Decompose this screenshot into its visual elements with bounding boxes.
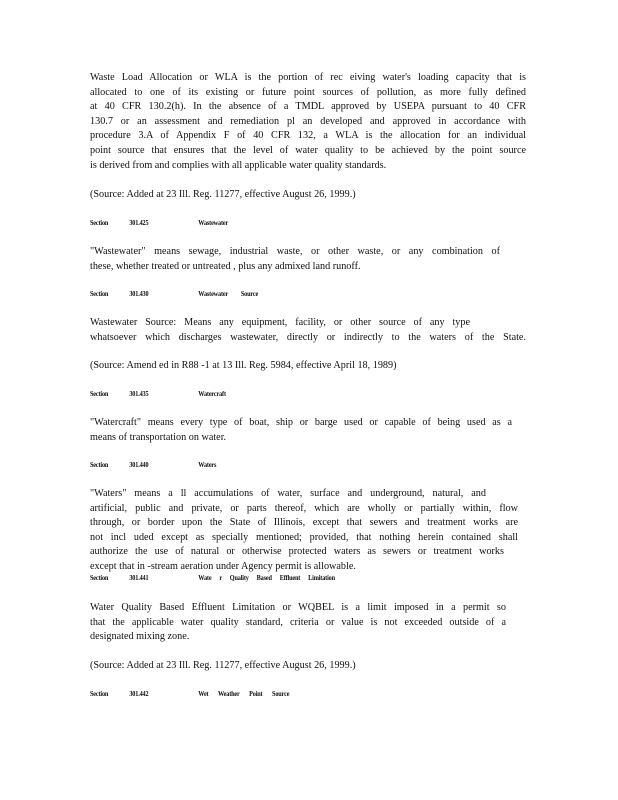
text-line: except that in -stream aeration under Agency permit is allowable. xyxy=(90,560,356,572)
text-line: at 40 CFR 130.2(h). In the absence of a TMDL approved by USEPA pursuant to 40 CFR xyxy=(90,101,526,113)
section-number: 301.425 xyxy=(129,218,149,227)
text-line: Waste Load Allocation or WLA is the portion of rec eiving water's loading capacity that is xyxy=(90,72,526,83)
text-line: authorize the use of natural or otherwise protected waters as sewers or treatment works xyxy=(90,546,504,558)
section-label: Section xyxy=(90,218,109,227)
section-title: Watercraft xyxy=(198,389,226,398)
text-line: "Waters" means a ll accumulations of water, surface and underground, natural, and xyxy=(90,488,486,499)
text-line: is derived from and complies with all applicable water quality standards. xyxy=(90,159,387,171)
definition-wastewater-source xyxy=(90,316,526,345)
text-line: "Watercraft" means every type of boat, ship or barge used or capable of being used as a xyxy=(90,417,512,428)
section-title: Wet Weather Point Source xyxy=(198,689,290,698)
text-line: not incl uded except as specially mentioned; provided, that nothing herein contained shall xyxy=(90,531,518,543)
section-heading xyxy=(90,573,448,585)
section-label: Section xyxy=(90,389,109,398)
text-line: procedure 3.A of Appendix F of 40 CFR 132, a WLA is the allocation for an individual xyxy=(90,130,526,142)
text-line: artificial, public and private, or parts thereof, which are wholly or partially within, flow xyxy=(90,502,518,514)
section-heading xyxy=(90,218,448,230)
section-title: Wate r Quality Based Effluent Limitation xyxy=(198,573,335,582)
text-line: "Wastewater" means sewage, industrial waste, or other waste, or any combination of xyxy=(90,246,500,257)
section-heading xyxy=(90,460,448,472)
text-line: whatsoever which discharges wastewater, directly or indirectly to the waters of the State. xyxy=(90,331,526,343)
source-note: (Source: Added at 23 Ill. Reg. 11277, effective August 26, 1999.) xyxy=(90,189,356,200)
source-note: (Source: Amend ed in R88 -1 at 13 Ill. Reg. 5984, effective April 18, 1989) xyxy=(90,360,397,371)
text-line: Wastewater Source: Means any equipment, facility, or other source of any type xyxy=(90,317,470,328)
definition-watercraft xyxy=(90,416,512,445)
section-number: 301.442 xyxy=(129,689,149,698)
section-heading xyxy=(90,389,448,401)
text-line: 130.7 or an assessment and remediation pl an developed and approved in accordance with xyxy=(90,115,526,127)
section-number: 301.440 xyxy=(129,460,149,469)
section-title: Wastewater Source xyxy=(198,289,259,298)
text-line: through, or border upon the State of Illinois, except that sewers and treatment works are xyxy=(90,517,518,529)
text-line: designated mixing zone. xyxy=(90,631,190,643)
section-heading xyxy=(90,689,448,701)
text-line: Water Quality Based Effluent Limitation or WQBEL is a limit imposed in a permit so xyxy=(90,602,506,613)
section-label: Section xyxy=(90,689,109,698)
text-line: these, whether treated or untreated , plus any admixed land runoff. xyxy=(90,260,361,272)
section-label: Section xyxy=(90,573,109,582)
section-title: Waters xyxy=(198,460,217,469)
source-note: (Source: Added at 23 Ill. Reg. 11277, effective August 26, 1999.) xyxy=(90,660,356,671)
text-line: allocated to one of its existing or future point sources of pollution, as more fully defined xyxy=(90,86,526,98)
definition-wla xyxy=(90,71,526,173)
definition-wastewater xyxy=(90,245,500,274)
definition-waters xyxy=(90,487,518,575)
text-line: that the applicable water quality standard, criteria or value is not exceeded outside of a xyxy=(90,616,506,628)
text-line: point source that ensures that the level of water quality to be achieved by the point source xyxy=(90,144,526,156)
section-number: 301.435 xyxy=(129,389,149,398)
section-label: Section xyxy=(90,460,109,469)
section-number: 301.430 xyxy=(129,289,149,298)
definition-wqbel xyxy=(90,601,506,645)
section-title: Wastewater xyxy=(198,218,229,227)
section-number: 301.441 xyxy=(129,573,149,582)
section-heading xyxy=(90,289,448,301)
text-line: means of transportation on water. xyxy=(90,431,227,443)
section-label: Section xyxy=(90,289,109,298)
